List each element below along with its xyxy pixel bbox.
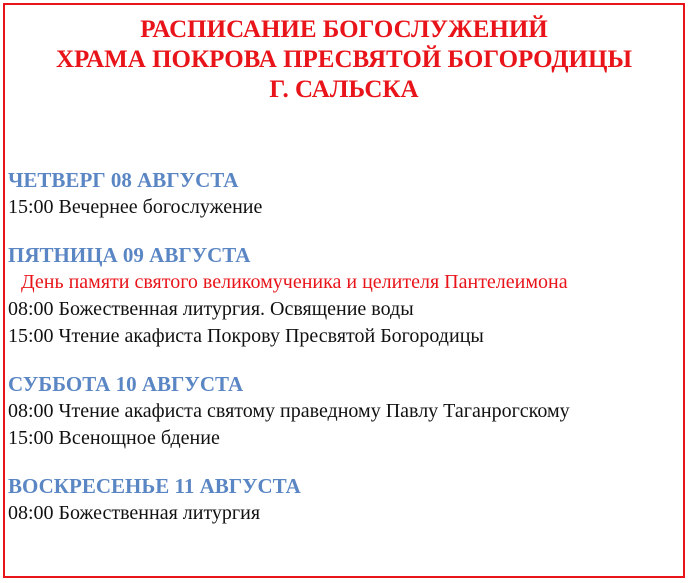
- feast-note: День памяти святого великомученика и целителя Пантелеимона: [21, 271, 568, 293]
- title-line-1: РАСПИСАНИЕ БОГОСЛУЖЕНИЙ: [140, 16, 548, 43]
- event-item: 15:00 Чтение акафиста Покрову Пресвятой Богородицы: [8, 325, 484, 347]
- event-item: 08:00 Чтение акафиста святому праведному Павлу Таганрогскому: [8, 400, 570, 422]
- day-thursday: [8, 167, 684, 221]
- event-item: 08:00 Божественная литургия: [8, 502, 261, 524]
- schedule-title: [5, 15, 683, 105]
- schedule-content: [8, 167, 684, 548]
- day-header: ВОСКРЕСЕНЬЕ 11 АВГУСТА: [8, 474, 301, 498]
- event-item: 08:00 Божественная литургия. Освящение воды: [8, 298, 414, 320]
- day-header: ЧЕТВЕРГ 08 АВГУСТА: [8, 168, 239, 192]
- day-header: ПЯТНИЦА 09 АВГУСТА: [8, 243, 251, 267]
- day-sunday: [8, 473, 684, 527]
- day-saturday: [8, 371, 684, 452]
- title-line-3: Г. САЛЬСКА: [269, 76, 419, 103]
- day-friday: [8, 242, 684, 350]
- title-line-2: ХРАМА ПОКРОВА ПРЕСВЯТОЙ БОГОРОДИЦЫ: [56, 46, 632, 73]
- event-item: 15:00 Всенощное бдение: [8, 427, 220, 449]
- day-header: СУББОТА 10 АВГУСТА: [8, 372, 244, 396]
- event-item: 15:00 Вечернее богослужение: [8, 196, 263, 218]
